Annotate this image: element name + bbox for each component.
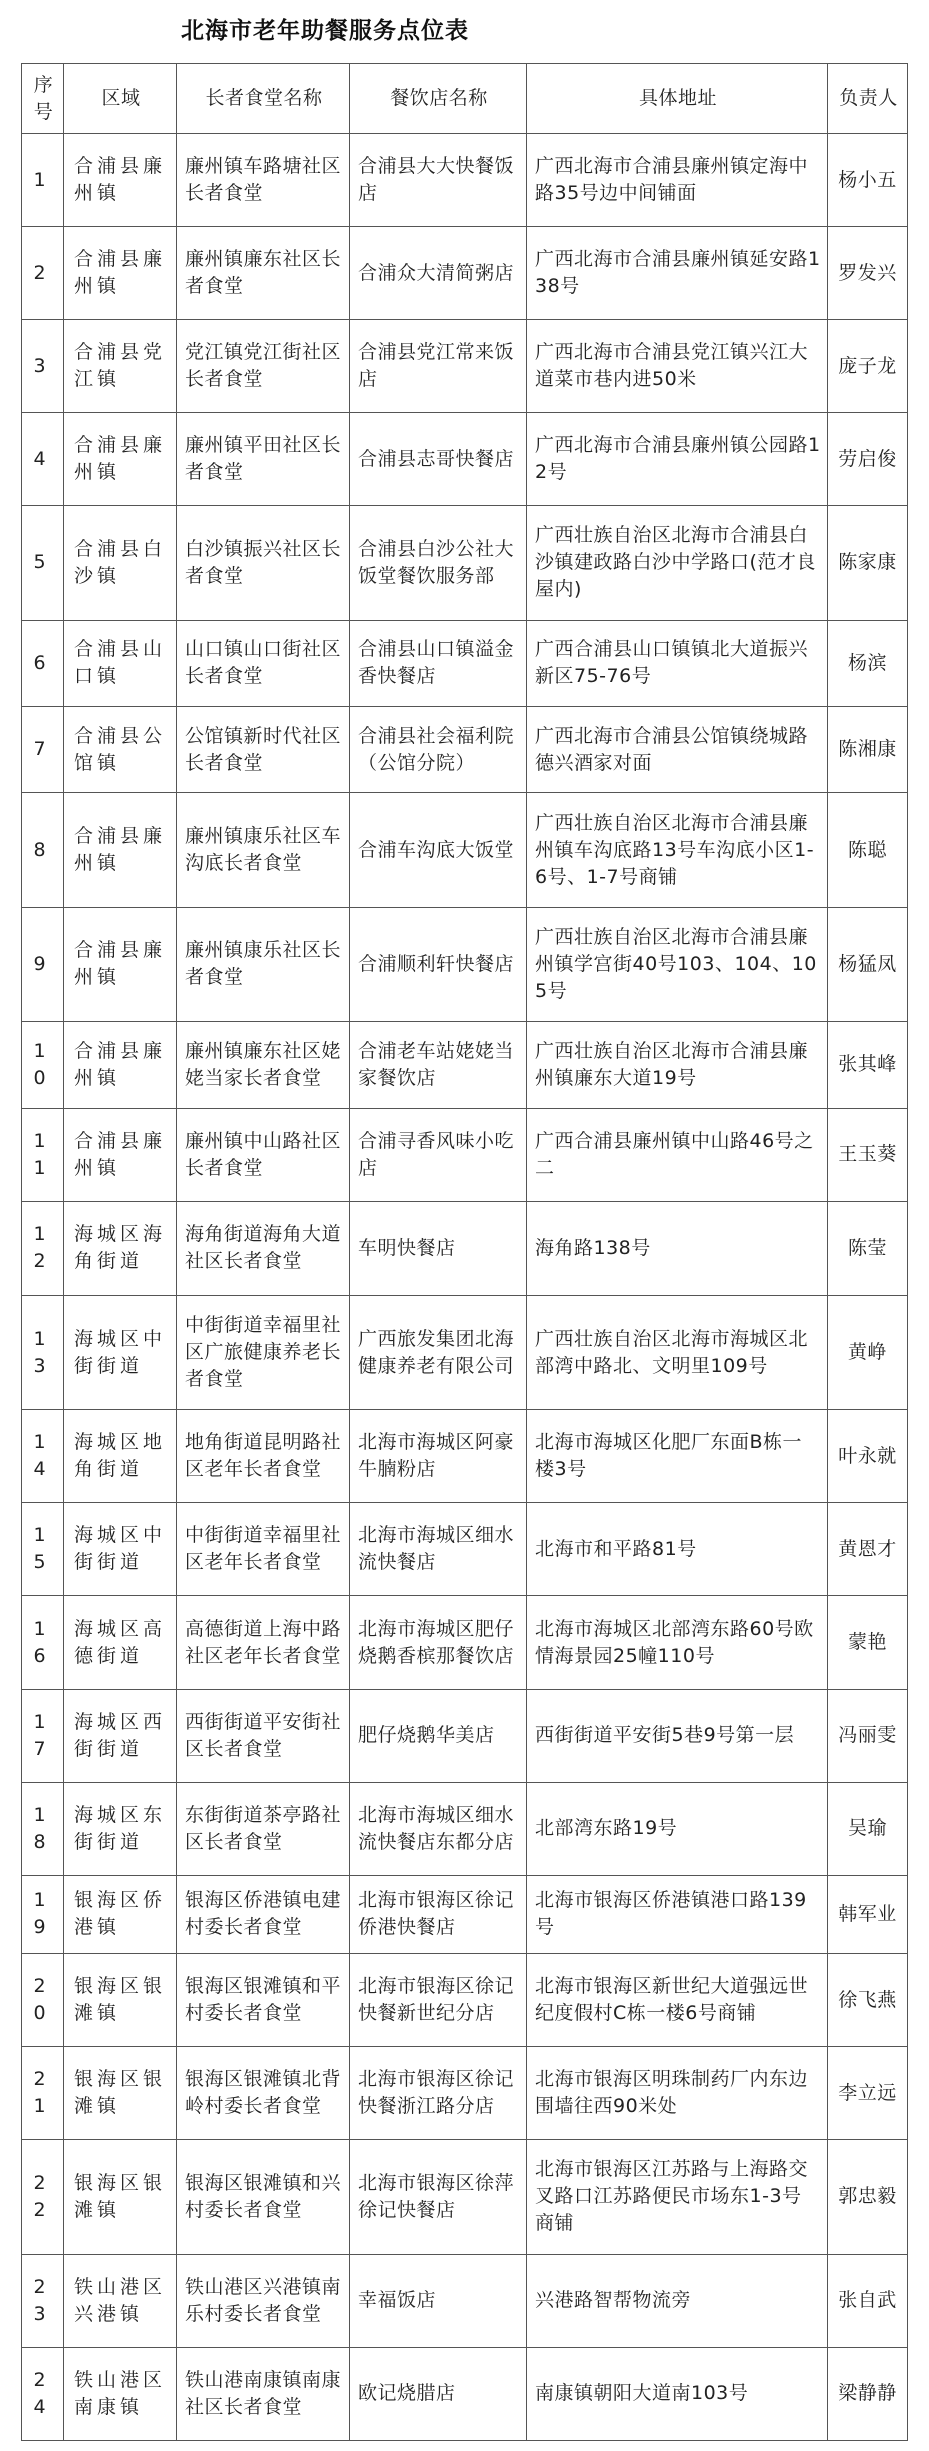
canteen-name-cell: 银海区侨港镇电建村委长者食堂	[177, 1875, 350, 1953]
table-row	[22, 1954, 908, 2047]
restaurant-name-cell: 北海市银海区徐记快餐新世纪分店	[350, 1954, 527, 2047]
index-cell: 21	[22, 2047, 64, 2140]
canteen-name-cell: 银海区银滩镇和兴村委长者食堂	[177, 2140, 350, 2254]
table-row	[22, 1875, 908, 1953]
address-cell: 北部湾东路19号	[527, 1782, 828, 1875]
index-cell: 14	[22, 1410, 64, 1503]
table-row	[22, 413, 908, 506]
person-cell: 罗发兴	[828, 227, 908, 320]
index-cell: 7	[22, 707, 64, 793]
region-cell: 海城区东街街道	[64, 1782, 177, 1875]
table-row	[22, 506, 908, 620]
region-cell: 海城区中街街道	[64, 1503, 177, 1596]
table-row	[22, 907, 908, 1021]
person-cell: 陈湘康	[828, 707, 908, 793]
table-row	[22, 2140, 908, 2254]
table-row	[22, 320, 908, 413]
restaurant-name-cell: 北海市银海区徐记侨港快餐店	[350, 1875, 527, 1953]
person-cell: 冯丽雯	[828, 1689, 908, 1782]
index-cell: 3	[22, 320, 64, 413]
index-cell: 18	[22, 1782, 64, 1875]
address-cell: 北海市海城区化肥厂东面B栋一楼3号	[527, 1410, 828, 1503]
restaurant-name-cell: 合浦县党江常来饭店	[350, 320, 527, 413]
region-cell: 铁山港区南康镇	[64, 2347, 177, 2440]
address-cell: 北海市银海区侨港镇港口路139号	[527, 1875, 828, 1953]
restaurant-name-cell: 欧记烧腊店	[350, 2347, 527, 2440]
header-index: 序号	[22, 64, 64, 134]
restaurant-name-cell: 北海市海城区肥仔烧鹅香槟那餐饮店	[350, 1596, 527, 1689]
header-restaurant-name: 餐饮店名称	[350, 64, 527, 134]
person-cell: 杨小五	[828, 134, 908, 227]
index-cell: 19	[22, 1875, 64, 1953]
canteen-name-cell: 党江镇党江街社区长者食堂	[177, 320, 350, 413]
address-cell: 北海市和平路81号	[527, 1503, 828, 1596]
table-row	[22, 1689, 908, 1782]
restaurant-name-cell: 北海市海城区细水流快餐店	[350, 1503, 527, 1596]
region-cell: 合浦县廉州镇	[64, 793, 177, 907]
canteen-name-cell: 银海区银滩镇北背岭村委长者食堂	[177, 2047, 350, 2140]
region-cell: 合浦县廉州镇	[64, 1022, 177, 1108]
restaurant-name-cell: 北海市银海区徐萍徐记快餐店	[350, 2140, 527, 2254]
person-cell: 叶永就	[828, 1410, 908, 1503]
address-cell: 广西壮族自治区北海市合浦县廉州镇学宫街40号103、104、105号	[527, 907, 828, 1021]
person-cell: 吴瑜	[828, 1782, 908, 1875]
address-cell: 北海市银海区新世纪大道强远世纪度假村C栋一楼6号商铺	[527, 1954, 828, 2047]
table-row	[22, 2347, 908, 2440]
person-cell: 韩军业	[828, 1875, 908, 1953]
index-cell: 11	[22, 1108, 64, 1201]
person-cell: 陈莹	[828, 1201, 908, 1295]
header-canteen-name: 长者食堂名称	[177, 64, 350, 134]
index-cell: 2	[22, 227, 64, 320]
table-row	[22, 134, 908, 227]
index-cell: 10	[22, 1022, 64, 1108]
restaurant-name-cell: 合浦众大清简粥店	[350, 227, 527, 320]
region-cell: 合浦县党江镇	[64, 320, 177, 413]
index-cell: 15	[22, 1503, 64, 1596]
person-cell: 劳启俊	[828, 413, 908, 506]
restaurant-name-cell: 广西旅发集团北海健康养老有限公司	[350, 1296, 527, 1410]
canteen-name-cell: 白沙镇振兴社区长者食堂	[177, 506, 350, 620]
index-cell: 8	[22, 793, 64, 907]
address-cell: 广西北海市合浦县公馆镇绕城路德兴酒家对面	[527, 707, 828, 793]
canteen-name-cell: 廉州镇平田社区长者食堂	[177, 413, 350, 506]
address-cell: 兴港路智帮物流旁	[527, 2254, 828, 2347]
restaurant-name-cell: 车明快餐店	[350, 1201, 527, 1295]
header-person-in-charge: 负责人	[828, 64, 908, 134]
region-cell: 合浦县白沙镇	[64, 506, 177, 620]
region-cell: 海城区地角街道	[64, 1410, 177, 1503]
table-row	[22, 1782, 908, 1875]
restaurant-name-cell: 合浦老车站姥姥当家餐饮店	[350, 1022, 527, 1108]
table-row	[22, 1201, 908, 1295]
person-cell: 陈聪	[828, 793, 908, 907]
index-cell: 20	[22, 1954, 64, 2047]
restaurant-name-cell: 合浦车沟底大饭堂	[350, 793, 527, 907]
index-cell: 1	[22, 134, 64, 227]
restaurant-name-cell: 合浦县山口镇溢金香快餐店	[350, 620, 527, 706]
person-cell: 杨滨	[828, 620, 908, 706]
canteen-name-cell: 廉州镇廉东社区姥姥当家长者食堂	[177, 1022, 350, 1108]
person-cell: 徐飞燕	[828, 1954, 908, 2047]
table-row	[22, 1410, 908, 1503]
canteen-name-cell: 西街街道平安街社区长者食堂	[177, 1689, 350, 1782]
region-cell: 合浦县公馆镇	[64, 707, 177, 793]
table-row	[22, 707, 908, 793]
canteen-name-cell: 廉州镇中山路社区长者食堂	[177, 1108, 350, 1201]
restaurant-name-cell: 合浦县社会福利院（公馆分院）	[350, 707, 527, 793]
restaurant-name-cell: 北海市海城区阿豪牛腩粉店	[350, 1410, 527, 1503]
address-cell: 广西北海市合浦县党江镇兴江大道菜市巷内进50米	[527, 320, 828, 413]
address-cell: 广西壮族自治区北海市海城区北部湾中路北、文明里109号	[527, 1296, 828, 1410]
header-address: 具体地址	[527, 64, 828, 134]
canteen-name-cell: 廉州镇康乐社区长者食堂	[177, 907, 350, 1021]
index-cell: 4	[22, 413, 64, 506]
address-cell: 北海市银海区江苏路与上海路交叉路口江苏路便民市场东1-3号商铺	[527, 2140, 828, 2254]
region-cell: 银海区银滩镇	[64, 2140, 177, 2254]
table-row	[22, 227, 908, 320]
canteen-name-cell: 公馆镇新时代社区长者食堂	[177, 707, 350, 793]
address-cell: 海角路138号	[527, 1201, 828, 1295]
service-point-table	[21, 63, 908, 2441]
region-cell: 合浦县廉州镇	[64, 134, 177, 227]
address-cell: 广西北海市合浦县廉州镇延安路138号	[527, 227, 828, 320]
person-cell: 张自武	[828, 2254, 908, 2347]
canteen-name-cell: 山口镇山口街社区长者食堂	[177, 620, 350, 706]
region-cell: 铁山港区兴港镇	[64, 2254, 177, 2347]
restaurant-name-cell: 北海市银海区徐记快餐浙江路分店	[350, 2047, 527, 2140]
region-cell: 银海区侨港镇	[64, 1875, 177, 1953]
region-cell: 合浦县山口镇	[64, 620, 177, 706]
table-row	[22, 1108, 908, 1201]
person-cell: 郭忠毅	[828, 2140, 908, 2254]
index-cell: 17	[22, 1689, 64, 1782]
region-cell: 银海区银滩镇	[64, 1954, 177, 2047]
canteen-name-cell: 铁山港区兴港镇南乐村委长者食堂	[177, 2254, 350, 2347]
address-cell: 广西北海市合浦县廉州镇定海中路35号边中间铺面	[527, 134, 828, 227]
index-cell: 6	[22, 620, 64, 706]
index-cell: 9	[22, 907, 64, 1021]
table-row	[22, 1503, 908, 1596]
address-cell: 广西合浦县廉州镇中山路46号之二	[527, 1108, 828, 1201]
restaurant-name-cell: 肥仔烧鹅华美店	[350, 1689, 527, 1782]
person-cell: 李立远	[828, 2047, 908, 2140]
region-cell: 海城区高德街道	[64, 1596, 177, 1689]
canteen-name-cell: 中街街道幸福里社区广旅健康养老长者食堂	[177, 1296, 350, 1410]
person-cell: 张其峰	[828, 1022, 908, 1108]
canteen-name-cell: 东街街道茶亭路社区长者食堂	[177, 1782, 350, 1875]
restaurant-name-cell: 合浦县志哥快餐店	[350, 413, 527, 506]
page-title: 北海市老年助餐服务点位表	[181, 18, 469, 44]
address-cell: 南康镇朝阳大道南103号	[527, 2347, 828, 2440]
address-cell: 北海市银海区明珠制药厂内东边围墙往西90米处	[527, 2047, 828, 2140]
canteen-name-cell: 银海区银滩镇和平村委长者食堂	[177, 1954, 350, 2047]
address-cell: 广西壮族自治区北海市合浦县廉州镇廉东大道19号	[527, 1022, 828, 1108]
address-cell: 广西北海市合浦县廉州镇公园路12号	[527, 413, 828, 506]
person-cell: 陈家康	[828, 506, 908, 620]
index-cell: 22	[22, 2140, 64, 2254]
address-cell: 北海市海城区北部湾东路60号欧情海景园25幢110号	[527, 1596, 828, 1689]
region-cell: 银海区银滩镇	[64, 2047, 177, 2140]
restaurant-name-cell: 合浦寻香风味小吃店	[350, 1108, 527, 1201]
region-cell: 海城区海角街道	[64, 1201, 177, 1295]
index-cell: 5	[22, 506, 64, 620]
table-row	[22, 2254, 908, 2347]
index-cell: 23	[22, 2254, 64, 2347]
region-cell: 海城区中街街道	[64, 1296, 177, 1410]
address-cell: 西街街道平安街5巷9号第一层	[527, 1689, 828, 1782]
canteen-name-cell: 中街街道幸福里社区老年长者食堂	[177, 1503, 350, 1596]
table-row	[22, 1596, 908, 1689]
table-row	[22, 1022, 908, 1108]
index-cell: 12	[22, 1201, 64, 1295]
person-cell: 梁静静	[828, 2347, 908, 2440]
table-header-row	[22, 64, 908, 134]
table-row	[22, 793, 908, 907]
region-cell: 合浦县廉州镇	[64, 1108, 177, 1201]
address-cell: 广西壮族自治区北海市合浦县白沙镇建政路白沙中学路口(范才良屋内)	[527, 506, 828, 620]
person-cell: 杨猛凤	[828, 907, 908, 1021]
canteen-name-cell: 铁山港南康镇南康社区长者食堂	[177, 2347, 350, 2440]
canteen-name-cell: 廉州镇车路塘社区长者食堂	[177, 134, 350, 227]
restaurant-name-cell: 合浦县大大快餐饭店	[350, 134, 527, 227]
region-cell: 海城区西街街道	[64, 1689, 177, 1782]
person-cell: 黄峥	[828, 1296, 908, 1410]
table-row	[22, 2047, 908, 2140]
header-region: 区域	[64, 64, 177, 134]
restaurant-name-cell: 幸福饭店	[350, 2254, 527, 2347]
canteen-name-cell: 廉州镇康乐社区车沟底长者食堂	[177, 793, 350, 907]
person-cell: 王玉葵	[828, 1108, 908, 1201]
region-cell: 合浦县廉州镇	[64, 227, 177, 320]
restaurant-name-cell: 北海市海城区细水流快餐店东都分店	[350, 1782, 527, 1875]
restaurant-name-cell: 合浦顺利轩快餐店	[350, 907, 527, 1021]
index-cell: 16	[22, 1596, 64, 1689]
table-row	[22, 1296, 908, 1410]
address-cell: 广西壮族自治区北海市合浦县廉州镇车沟底路13号车沟底小区1-6号、1-7号商铺	[527, 793, 828, 907]
canteen-name-cell: 高德街道上海中路社区老年长者食堂	[177, 1596, 350, 1689]
canteen-name-cell: 地角街道昆明路社区老年长者食堂	[177, 1410, 350, 1503]
region-cell: 合浦县廉州镇	[64, 907, 177, 1021]
canteen-name-cell: 海角街道海角大道社区长者食堂	[177, 1201, 350, 1295]
canteen-name-cell: 廉州镇廉东社区长者食堂	[177, 227, 350, 320]
address-cell: 广西合浦县山口镇镇北大道振兴新区75-76号	[527, 620, 828, 706]
table-row	[22, 620, 908, 706]
index-cell: 13	[22, 1296, 64, 1410]
person-cell: 庞子龙	[828, 320, 908, 413]
person-cell: 蒙艳	[828, 1596, 908, 1689]
index-cell: 24	[22, 2347, 64, 2440]
region-cell: 合浦县廉州镇	[64, 413, 177, 506]
person-cell: 黄恩才	[828, 1503, 908, 1596]
restaurant-name-cell: 合浦县白沙公社大饭堂餐饮服务部	[350, 506, 527, 620]
